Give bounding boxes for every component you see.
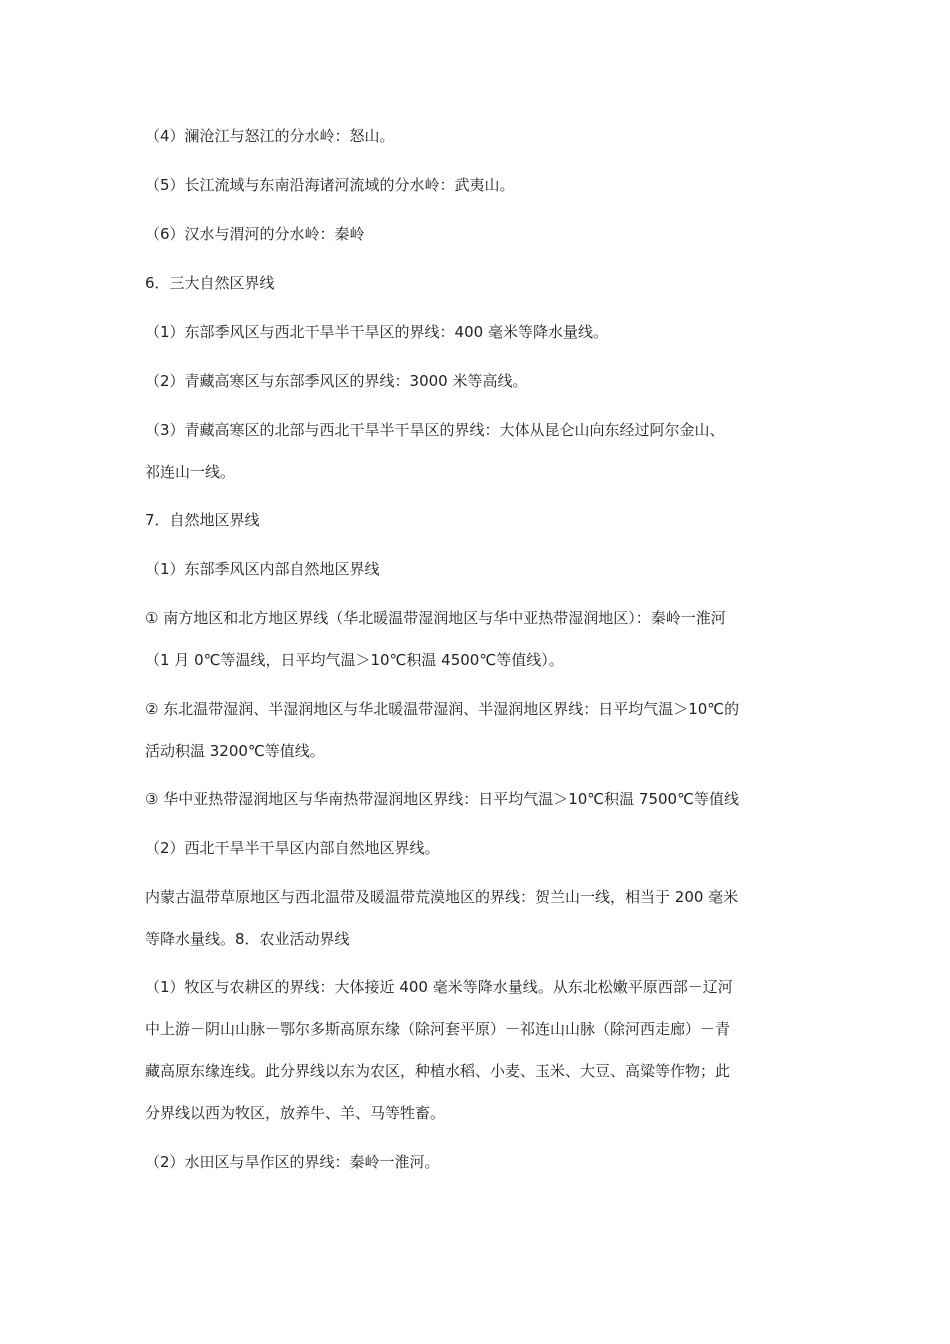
text-line: （2）水田区与旱作区的界线：秦岭一淮河。 — [145, 1153, 440, 1171]
text-line: （4）澜沧江与怒江的分水岭：怒山。 — [145, 127, 395, 145]
text-line: 内蒙古温带草原地区与西北温带及暖温带荒漠地区的界线：贺兰山一线，相当于 200 毫米 — [145, 888, 739, 906]
section-heading: 7．自然地区界线 — [145, 511, 260, 529]
text-line: 等降水量线。8．农业活动界线 — [145, 930, 350, 948]
text-line: （1）牧区与农耕区的界线：大体接近 400 毫米等降水量线。从东北松嫩平原西部－辽河 — [145, 978, 733, 996]
text-line: （2）青藏高寒区与东部季风区的界线：3000 米等高线。 — [145, 372, 528, 390]
text-line: （3）青藏高寒区的北部与西北干旱半干旱区的界线：大体从昆仑山向东经过阿尔金山、 — [145, 421, 725, 439]
text-line: 中上游－阴山山脉－鄂尔多斯高原东缘（除河套平原）－祁连山山脉（除河西走廊）－青 — [145, 1020, 731, 1038]
text-line: （6）汉水与渭河的分水岭：秦岭 — [145, 225, 365, 243]
text-line: （1 月 0℃等温线，日平均气温＞10℃积温 4500℃等值线）。 — [145, 651, 564, 669]
text-line: 藏高原东缘连线。此分界线以东为农区，种植水稻、小麦、玉米、大豆、高粱等作物；此 — [145, 1062, 731, 1080]
text-line: ② 东北温带湿润、半湿润地区与华北暖温带湿润、半湿润地区界线：日平均气温＞10℃的 — [145, 700, 740, 718]
section-heading: 6．三大自然区界线 — [145, 274, 275, 292]
text-line: （1）东部季风区与西北干旱半干旱区的界线：400 毫米等降水量线。 — [145, 323, 608, 341]
text-line: （5）长江流域与东南沿海诸河流域的分水岭：武夷山。 — [145, 176, 515, 194]
text-line: （2）西北干旱半干旱区内部自然地区界线。 — [145, 839, 440, 857]
text-line: 祁连山一线。 — [145, 463, 236, 481]
text-line: 活动积温 3200℃等值线。 — [145, 742, 325, 760]
text-line: ① 南方地区和北方地区界线（华北暖温带湿润地区与华中亚热带湿润地区）：秦岭一淮河 — [145, 609, 726, 627]
text-line: （1）东部季风区内部自然地区界线 — [145, 560, 380, 578]
text-line: 分界线以西为牧区，放养牛、羊、马等牲畜。 — [145, 1104, 446, 1122]
text-line: ③ 华中亚热带湿润地区与华南热带湿润地区界线：日平均气温＞10℃积温 7500℃等值线 — [145, 790, 739, 808]
